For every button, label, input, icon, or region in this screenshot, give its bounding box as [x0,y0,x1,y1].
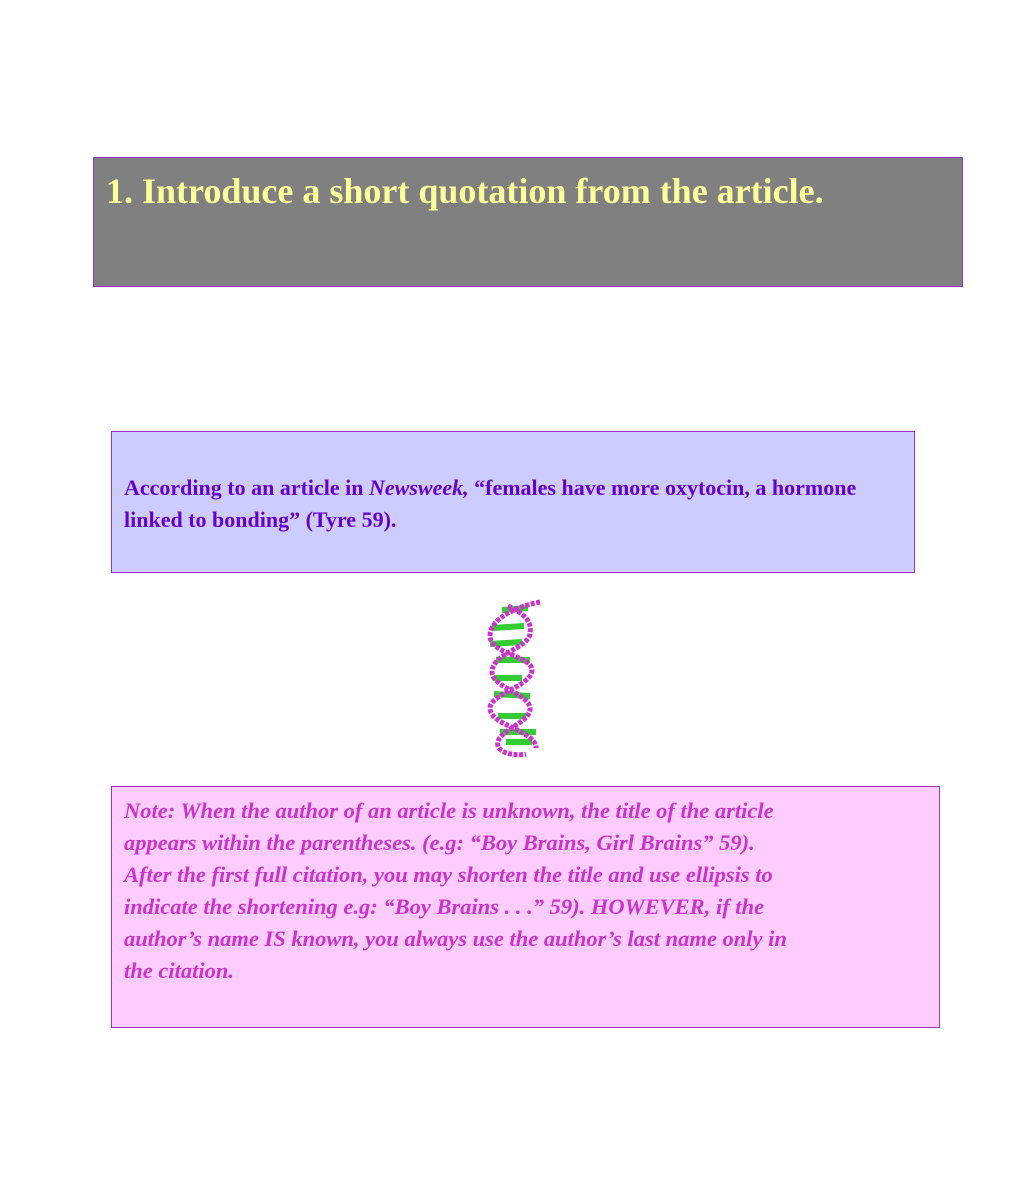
quote-body: “females have more oxytocin, a hormone linked to bonding” (Tyre 59). [124,475,857,532]
quote-source: Newsweek, [369,475,469,500]
dna-double-helix-icon [478,598,550,760]
quote-lead: According to an article in [124,475,370,500]
quotation-example [124,472,904,536]
note-box [111,786,940,1028]
quotation-example-box [111,431,915,573]
title-box [93,157,963,287]
slide-title: 1. Introduce a short quotation from the article. [106,171,824,211]
note-text: Note: When the author of an article is unknown, the title of the article appears within the parentheses. (e.g: “Boy Brains, Girl Brains” 59). After the first full citation, you may shorten the title and use ellipsis to indicate the shortening e.g: “Boy Brains . . .” 59). HOWEVER, if the author’s name IS known, you always use the author’s last name only in the citation. [124,798,787,983]
